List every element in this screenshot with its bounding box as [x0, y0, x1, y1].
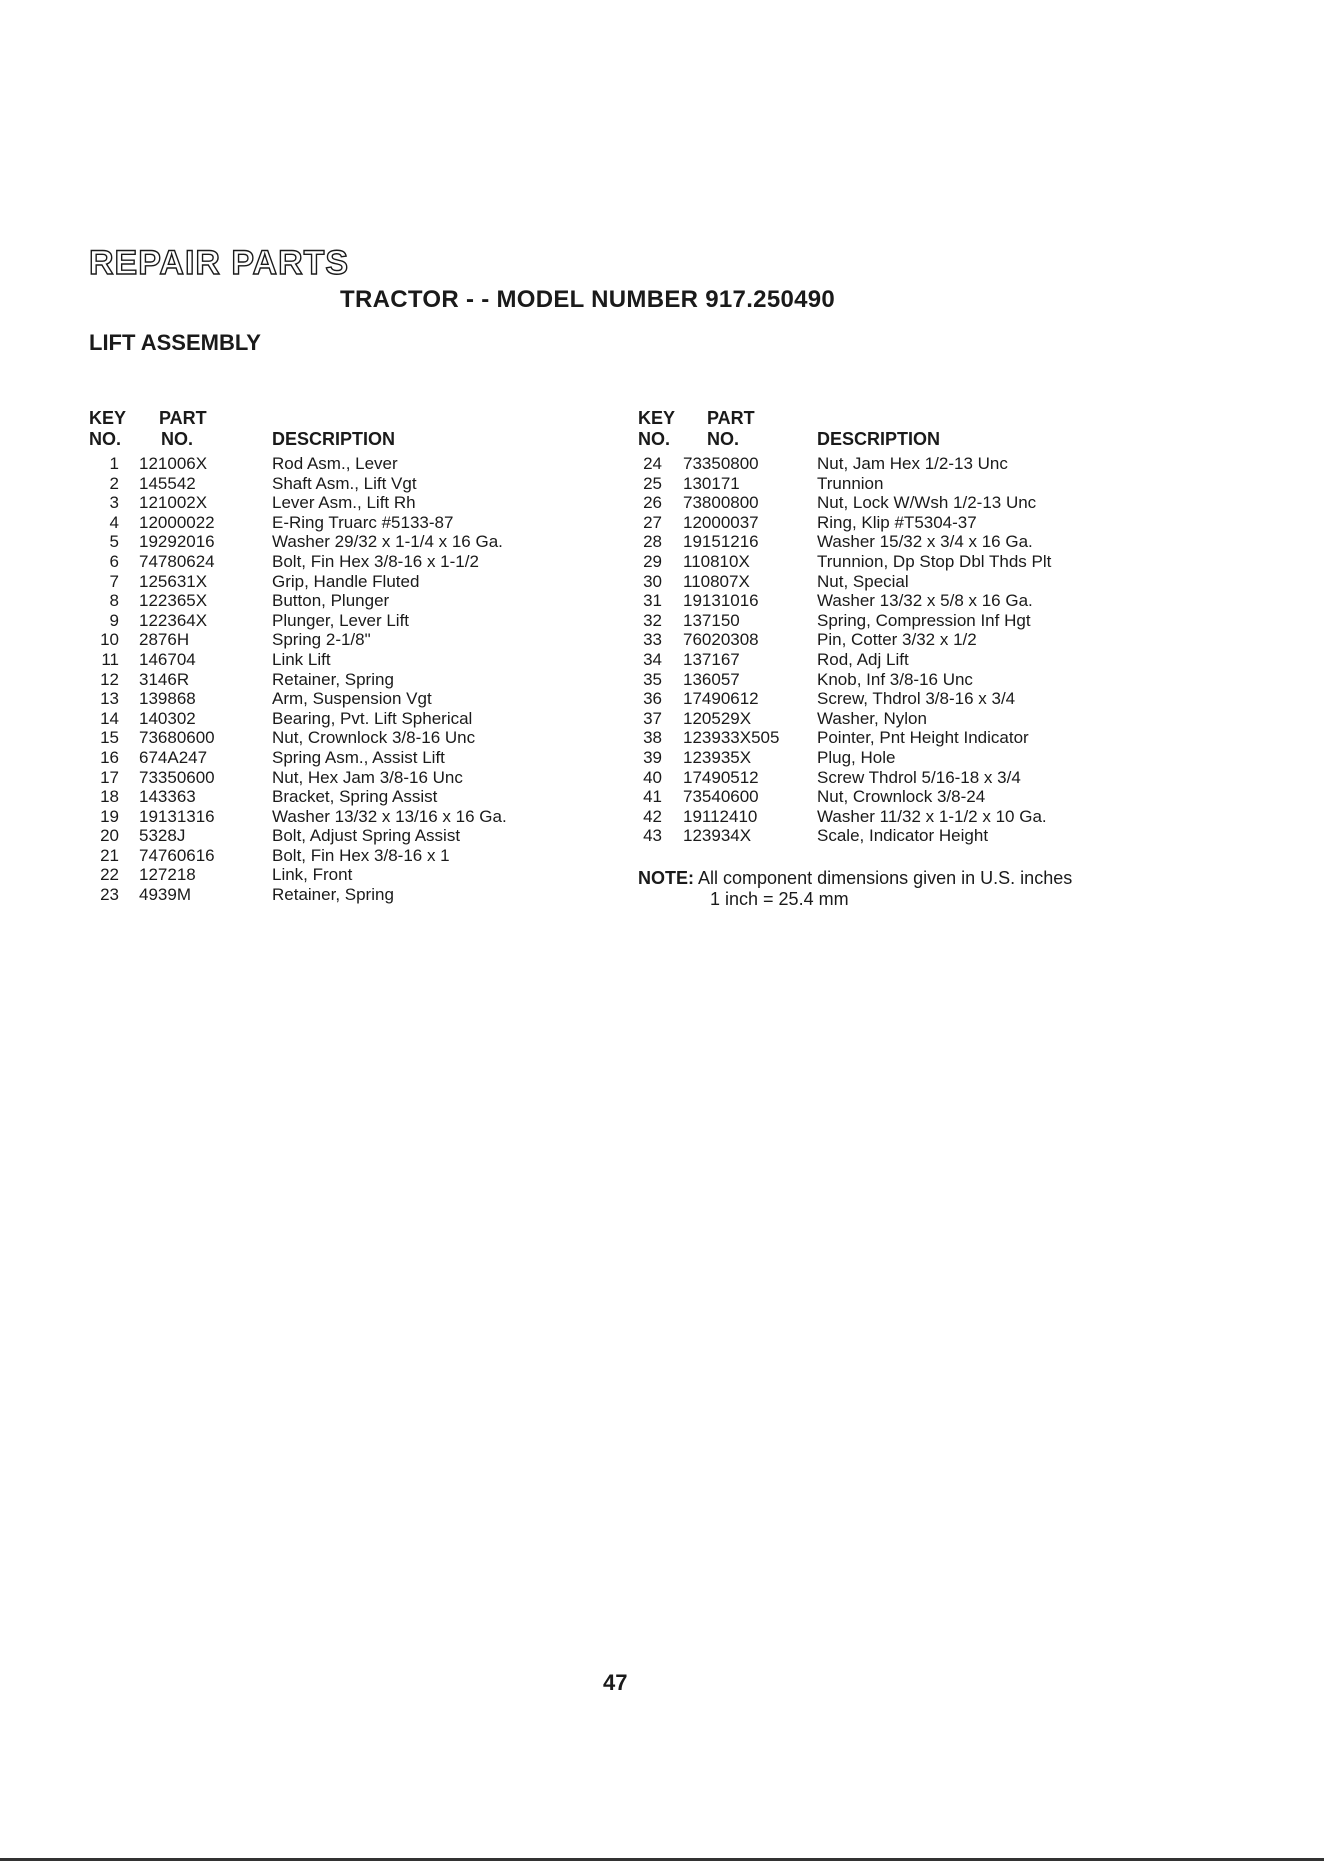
- key-no: 21: [100, 845, 119, 865]
- key-no: 4: [109, 512, 119, 532]
- part-no: 145542: [139, 473, 196, 493]
- description: Washer, Nylon: [817, 708, 927, 728]
- header-key-no: NO.: [638, 429, 671, 449]
- key-no: 3: [109, 493, 119, 513]
- description: Trunnion, Dp Stop Dbl Thds Plt: [817, 551, 1052, 571]
- description: Bolt, Adjust Spring Assist: [272, 826, 461, 846]
- part-no: 137150: [683, 610, 740, 630]
- part-no: 110810X: [683, 551, 750, 571]
- header-description: DESCRIPTION: [817, 429, 941, 449]
- description: Bracket, Spring Assist: [272, 787, 438, 807]
- part-no: 123934X: [683, 826, 752, 846]
- header-part: PART: [707, 408, 755, 428]
- description: Screw Thdrol 5/16-18 x 3/4: [817, 767, 1021, 787]
- part-no: 73800800: [683, 493, 759, 513]
- part-no: 17490512: [683, 767, 759, 787]
- part-no: 74760616: [139, 845, 215, 865]
- part-no: 19151216: [683, 532, 759, 552]
- note-line-2: 1 inch = 25.4 mm: [710, 889, 849, 909]
- key-no: 22: [100, 865, 119, 885]
- description: Screw, Thdrol 3/8-16 x 3/4: [817, 689, 1016, 709]
- description: Nut, Hex Jam 3/8-16 Unc: [272, 767, 463, 787]
- key-no: 6: [109, 551, 119, 571]
- description: Grip, Handle Fluted: [272, 571, 420, 591]
- key-no: 2: [109, 473, 119, 493]
- key-no: 28: [643, 532, 662, 552]
- part-no: 73540600: [683, 787, 759, 807]
- part-no: 123933X505: [683, 728, 780, 748]
- key-no: 5: [109, 532, 119, 552]
- key-no: 40: [643, 767, 662, 787]
- key-no: 27: [643, 512, 662, 532]
- description: Spring Asm., Assist Lift: [272, 747, 445, 767]
- description: Arm, Suspension Vgt: [272, 689, 432, 709]
- description: Retainer, Spring: [272, 669, 394, 689]
- part-no: 12000037: [683, 512, 759, 532]
- description: Button, Plunger: [272, 591, 390, 611]
- part-no: 121006X: [139, 454, 208, 473]
- key-no: 12: [100, 669, 119, 689]
- part-no: 19131316: [139, 806, 215, 826]
- key-no: 1: [109, 454, 119, 473]
- description: Spring, Compression Inf Hgt: [817, 610, 1031, 630]
- key-no: 38: [643, 728, 662, 748]
- part-no: 122365X: [139, 591, 208, 611]
- note-label: NOTE:: [638, 868, 694, 888]
- description: Bearing, Pvt. Lift Spherical: [272, 708, 473, 728]
- description: Nut, Crownlock 3/8-24: [817, 787, 986, 807]
- key-no: 25: [643, 473, 662, 493]
- part-no: 5328J: [139, 826, 186, 846]
- part-no: 17490612: [683, 689, 759, 709]
- description: Shaft Asm., Lift Vgt: [272, 473, 417, 493]
- part-no: 121002X: [139, 493, 208, 513]
- description: Pointer, Pnt Height Indicator: [817, 728, 1029, 748]
- description: Rod Asm., Lever: [272, 454, 398, 473]
- key-no: 17: [100, 767, 119, 787]
- description: Plunger, Lever Lift: [272, 610, 410, 630]
- description: Ring, Klip #T5304-37: [817, 512, 977, 532]
- part-no: 12000022: [139, 512, 215, 532]
- description: Washer 13/32 x 13/16 x 16 Ga.: [272, 806, 507, 826]
- part-no: 120529X: [683, 708, 752, 728]
- key-no: 39: [643, 747, 662, 767]
- description: Nut, Crownlock 3/8-16 Unc: [272, 728, 476, 748]
- description: Link, Front: [272, 865, 353, 885]
- description: Nut, Special: [817, 571, 909, 591]
- description: Scale, Indicator Height: [817, 826, 989, 846]
- key-no: 32: [643, 610, 662, 630]
- page-number: 47: [603, 1670, 628, 1695]
- model-title: TRACTOR - - MODEL NUMBER 917.250490: [340, 286, 836, 313]
- description: Retainer, Spring: [272, 885, 394, 905]
- key-no: 19: [100, 806, 119, 826]
- key-no: 10: [100, 630, 119, 650]
- description: Spring 2-1/8": [272, 630, 371, 650]
- part-no: 73350800: [683, 454, 759, 473]
- part-no: 122364X: [139, 610, 208, 630]
- header-description: DESCRIPTION: [272, 429, 396, 449]
- key-no: 42: [643, 806, 662, 826]
- key-no: 34: [643, 649, 662, 669]
- description: Trunnion: [817, 473, 884, 493]
- part-no: 140302: [139, 708, 196, 728]
- key-no: 15: [100, 728, 119, 748]
- description: Lever Asm., Lift Rh: [272, 493, 416, 513]
- key-no: 30: [643, 571, 662, 591]
- part-no: 674A247: [139, 747, 208, 767]
- key-no: 7: [109, 571, 119, 591]
- part-no: 130171: [683, 473, 740, 493]
- key-no: 37: [643, 708, 662, 728]
- key-no: 33: [643, 630, 662, 650]
- part-no: 19131016: [683, 591, 759, 611]
- part-no: 136057: [683, 669, 740, 689]
- description: Knob, Inf 3/8-16 Unc: [817, 669, 973, 689]
- description: Bolt, Fin Hex 3/8-16 x 1-1/2: [272, 551, 479, 571]
- key-no: 24: [643, 454, 662, 473]
- key-no: 11: [101, 649, 119, 669]
- key-no: 16: [100, 747, 119, 767]
- key-no: 23: [100, 885, 119, 905]
- part-no: 139868: [139, 689, 196, 709]
- part-no: 4939M: [139, 885, 191, 905]
- description: Washer 29/32 x 1-1/4 x 16 Ga.: [272, 532, 503, 552]
- header-part-no: NO.: [707, 429, 740, 449]
- key-no: 18: [100, 787, 119, 807]
- key-no: 9: [109, 610, 119, 630]
- header-key: KEY: [89, 408, 127, 428]
- description: Nut, Jam Hex 1/2-13 Unc: [817, 454, 1008, 473]
- header-key: KEY: [638, 408, 676, 428]
- bottom-rule: [0, 1858, 1324, 1861]
- part-no: 73350600: [139, 767, 215, 787]
- description: Rod, Adj Lift: [817, 649, 909, 669]
- key-no: 26: [643, 493, 662, 513]
- key-no: 36: [643, 689, 662, 709]
- description: Washer 11/32 x 1-1/2 x 10 Ga.: [817, 806, 1047, 826]
- key-no: 35: [643, 669, 662, 689]
- part-no: 19292016: [139, 532, 215, 552]
- key-no: 41: [643, 787, 662, 807]
- description: E-Ring Truarc #5133-87: [272, 512, 454, 532]
- part-no: 110807X: [683, 571, 750, 591]
- description: Washer 13/32 x 5/8 x 16 Ga.: [817, 591, 1033, 611]
- note-line-1: All component dimensions given in U.S. inches: [698, 868, 1073, 888]
- page-title: REPAIR PARTS: [89, 244, 350, 282]
- header-key-no: NO.: [89, 429, 122, 449]
- part-no: 137167: [683, 649, 740, 669]
- part-no: 146704: [139, 649, 196, 669]
- part-no: 123935X: [683, 747, 752, 767]
- header-part: PART: [159, 408, 207, 428]
- key-no: 14: [100, 708, 119, 728]
- part-no: 2876H: [139, 630, 190, 650]
- part-no: 3146R: [139, 669, 190, 689]
- key-no: 13: [100, 689, 119, 709]
- description: Link Lift: [272, 649, 331, 669]
- part-no: 127218: [139, 865, 196, 885]
- description: Nut, Lock W/Wsh 1/2-13 Unc: [817, 493, 1037, 513]
- description: Pin, Cotter 3/32 x 1/2: [817, 630, 977, 650]
- key-no: 20: [100, 826, 119, 846]
- key-no: 31: [643, 591, 662, 611]
- part-no: 74780624: [139, 551, 215, 571]
- key-no: 43: [643, 826, 662, 846]
- key-no: 29: [643, 551, 662, 571]
- description: Washer 15/32 x 3/4 x 16 Ga.: [817, 532, 1033, 552]
- header-part-no: NO.: [161, 429, 194, 449]
- key-no: 8: [109, 591, 119, 611]
- part-no: 125631X: [139, 571, 208, 591]
- part-no: 143363: [139, 787, 196, 807]
- dimensions-note: [638, 868, 1072, 910]
- part-no: 73680600: [139, 728, 215, 748]
- part-no: 76020308: [683, 630, 759, 650]
- part-no: 19112410: [683, 806, 758, 826]
- section-title: LIFT ASSEMBLY: [89, 330, 261, 355]
- description: Bolt, Fin Hex 3/8-16 x 1: [272, 845, 450, 865]
- description: Plug, Hole: [817, 747, 896, 767]
